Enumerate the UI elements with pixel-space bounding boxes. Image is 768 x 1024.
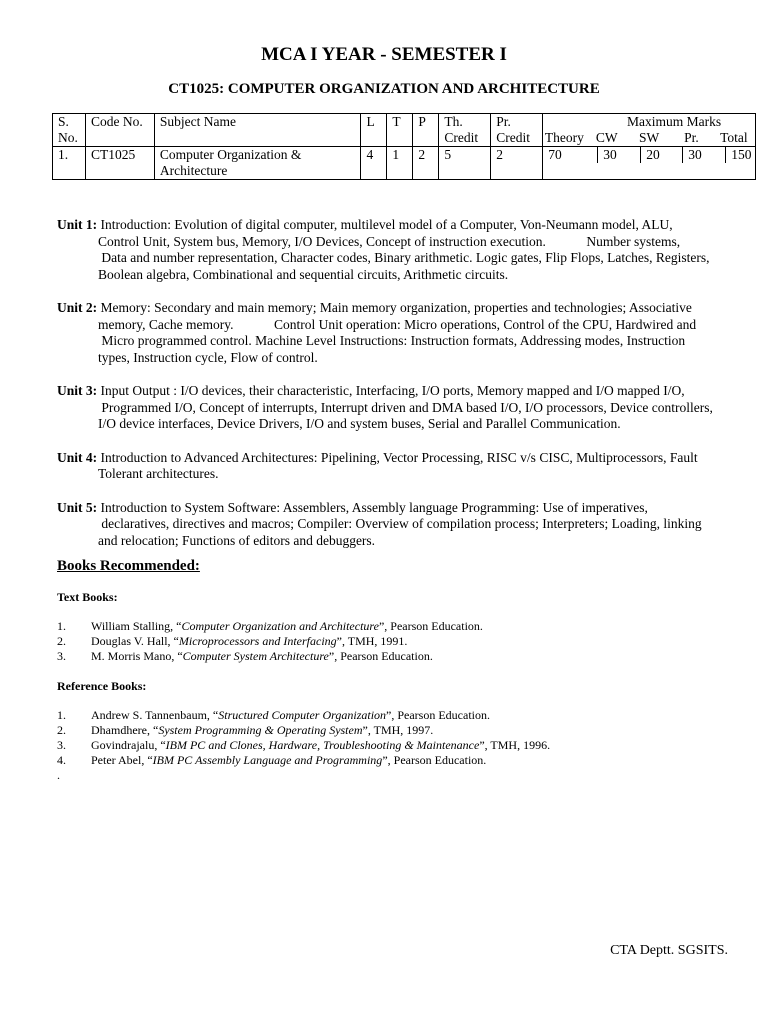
- list-item: 3. Govindrajalu, “IBM PC and Clones, Hardware, Troubleshooting & Maintenance”, TMH, 1996.: [57, 738, 551, 752]
- header-l: L: [361, 114, 387, 147]
- text-books-label: Text Books:: [57, 590, 118, 604]
- trailing-dot: .: [57, 768, 60, 782]
- books-heading: Books Recommended:: [57, 558, 200, 574]
- text-books-list: [57, 619, 483, 664]
- list-item: 1. William Stalling, “Computer Organization and Architecture”, Pearson Education.: [57, 619, 483, 633]
- list-item: 4. Peter Abel, “IBM PC Assembly Language and Programming”, Pearson Education.: [57, 753, 487, 767]
- header-code: Code No.: [85, 114, 154, 147]
- cell-p: 2: [413, 147, 439, 180]
- header-sw: SW: [639, 130, 660, 145]
- header-total: Total: [720, 130, 748, 145]
- cell-marks: [543, 147, 756, 180]
- list-item: 2. Dhamdhere, “System Programming & Operating System”, TMH, 1997.: [57, 723, 434, 737]
- cell-th-credit: 5: [439, 147, 491, 180]
- unit-1: Unit 1: Introduction: Evolution of digital computer, multilevel model of a Computer, Von-Neumann model, ALU, Control Unit, System bus, Memory, I/O Devices, Concept of instruction execution. Number systems, Data and number representation, Character codes, Binary arithmetic. Logic gates, Flip Flops, Latches, Registers, Boolean algebra, Combinational and sequential circuits, Arithmetic circuits.: [57, 217, 710, 282]
- unit-3: Unit 3: Input Output : I/O devices, their characteristic, Interfacing, I/O ports, Memory mapped and I/O mapped I/O, Programmed I/O, Concept of interrupts, Interrupt driven and DMA based I/O, I/O processors, Device controllers, I/O device interfaces, Device Drivers, I/O and system buses, Serial and Parallel Communication.: [57, 383, 713, 431]
- header-sno: S. No.: [53, 114, 86, 147]
- reference-books-label: Reference Books:: [57, 679, 147, 693]
- cell-code: CT1025: [85, 147, 154, 180]
- cell-theory: 70: [543, 147, 598, 163]
- header-th-credit: Th. Credit: [439, 114, 491, 147]
- cell-sw: 20: [641, 147, 683, 163]
- header-theory: Theory: [544, 130, 584, 145]
- header-pr-credit: Pr. Credit: [491, 114, 543, 147]
- header-pr: Pr.: [684, 130, 699, 145]
- header-subject: Subject Name: [154, 114, 361, 147]
- cell-t: 1: [387, 147, 413, 180]
- cell-total: 150: [731, 147, 752, 162]
- course-table: [52, 113, 756, 180]
- unit-5: Unit 5: Introduction to System Software: Assemblers, Assembly language Programming: Use of imperatives, declaratives, directives and macros; Compiler: Overview of compilation process; Interpreters; Loading, linking and relocation; Functions of editors and debuggers.: [57, 499, 702, 548]
- syllabus-units: [57, 217, 737, 566]
- footer-department: CTA Deptt. SGSITS.: [610, 943, 728, 958]
- table-row: [53, 147, 756, 180]
- list-item: 3. M. Morris Mano, “Computer System Architecture”, Pearson Education.: [57, 649, 433, 663]
- header-t: T: [387, 114, 413, 147]
- cell-pr-credit: 2: [491, 147, 543, 180]
- reference-books-list: [57, 708, 550, 768]
- unit-4: Unit 4: Introduction to Advanced Architectures: Pipelining, Vector Processing, RISC v/s CISC, Multiprocessors, Fault Tolerant architectures.: [57, 449, 698, 481]
- list-item: 1. Andrew S. Tannenbaum, “Structured Computer Organization”, Pearson Education.: [57, 708, 490, 722]
- cell-subject: Computer Organization & Architecture: [154, 147, 361, 180]
- unit-2: Unit 2: Memory: Secondary and main memory; Main memory organization, properties and technologies; Associative memory, Cache memory. Control Unit operation: Micro operations, Control of the CPU, Hardwired and Micro programmed control. Machine Level Instructions: Instruction formats, Addressing modes, Instruction types, Instruction cycle, Flow of control.: [57, 300, 697, 365]
- header-p: P: [413, 114, 439, 147]
- cell-cw: 30: [598, 147, 641, 163]
- list-item: 2. Douglas V. Hall, “Microprocessors and Interfacing”, TMH, 1991.: [57, 634, 408, 648]
- table-header-row: [53, 114, 756, 147]
- cell-l: 4: [361, 147, 387, 180]
- header-cw: CW: [595, 130, 618, 145]
- header-max-marks: Maximum Marks Theory CW SW Pr. Total: [543, 114, 756, 147]
- course-title: CT1025: COMPUTER ORGANIZATION AND ARCHITECTURE: [168, 81, 600, 97]
- page-title: MCA I YEAR - SEMESTER I: [261, 44, 507, 65]
- cell-sno: 1.: [53, 147, 86, 180]
- cell-pr: 30: [683, 147, 726, 163]
